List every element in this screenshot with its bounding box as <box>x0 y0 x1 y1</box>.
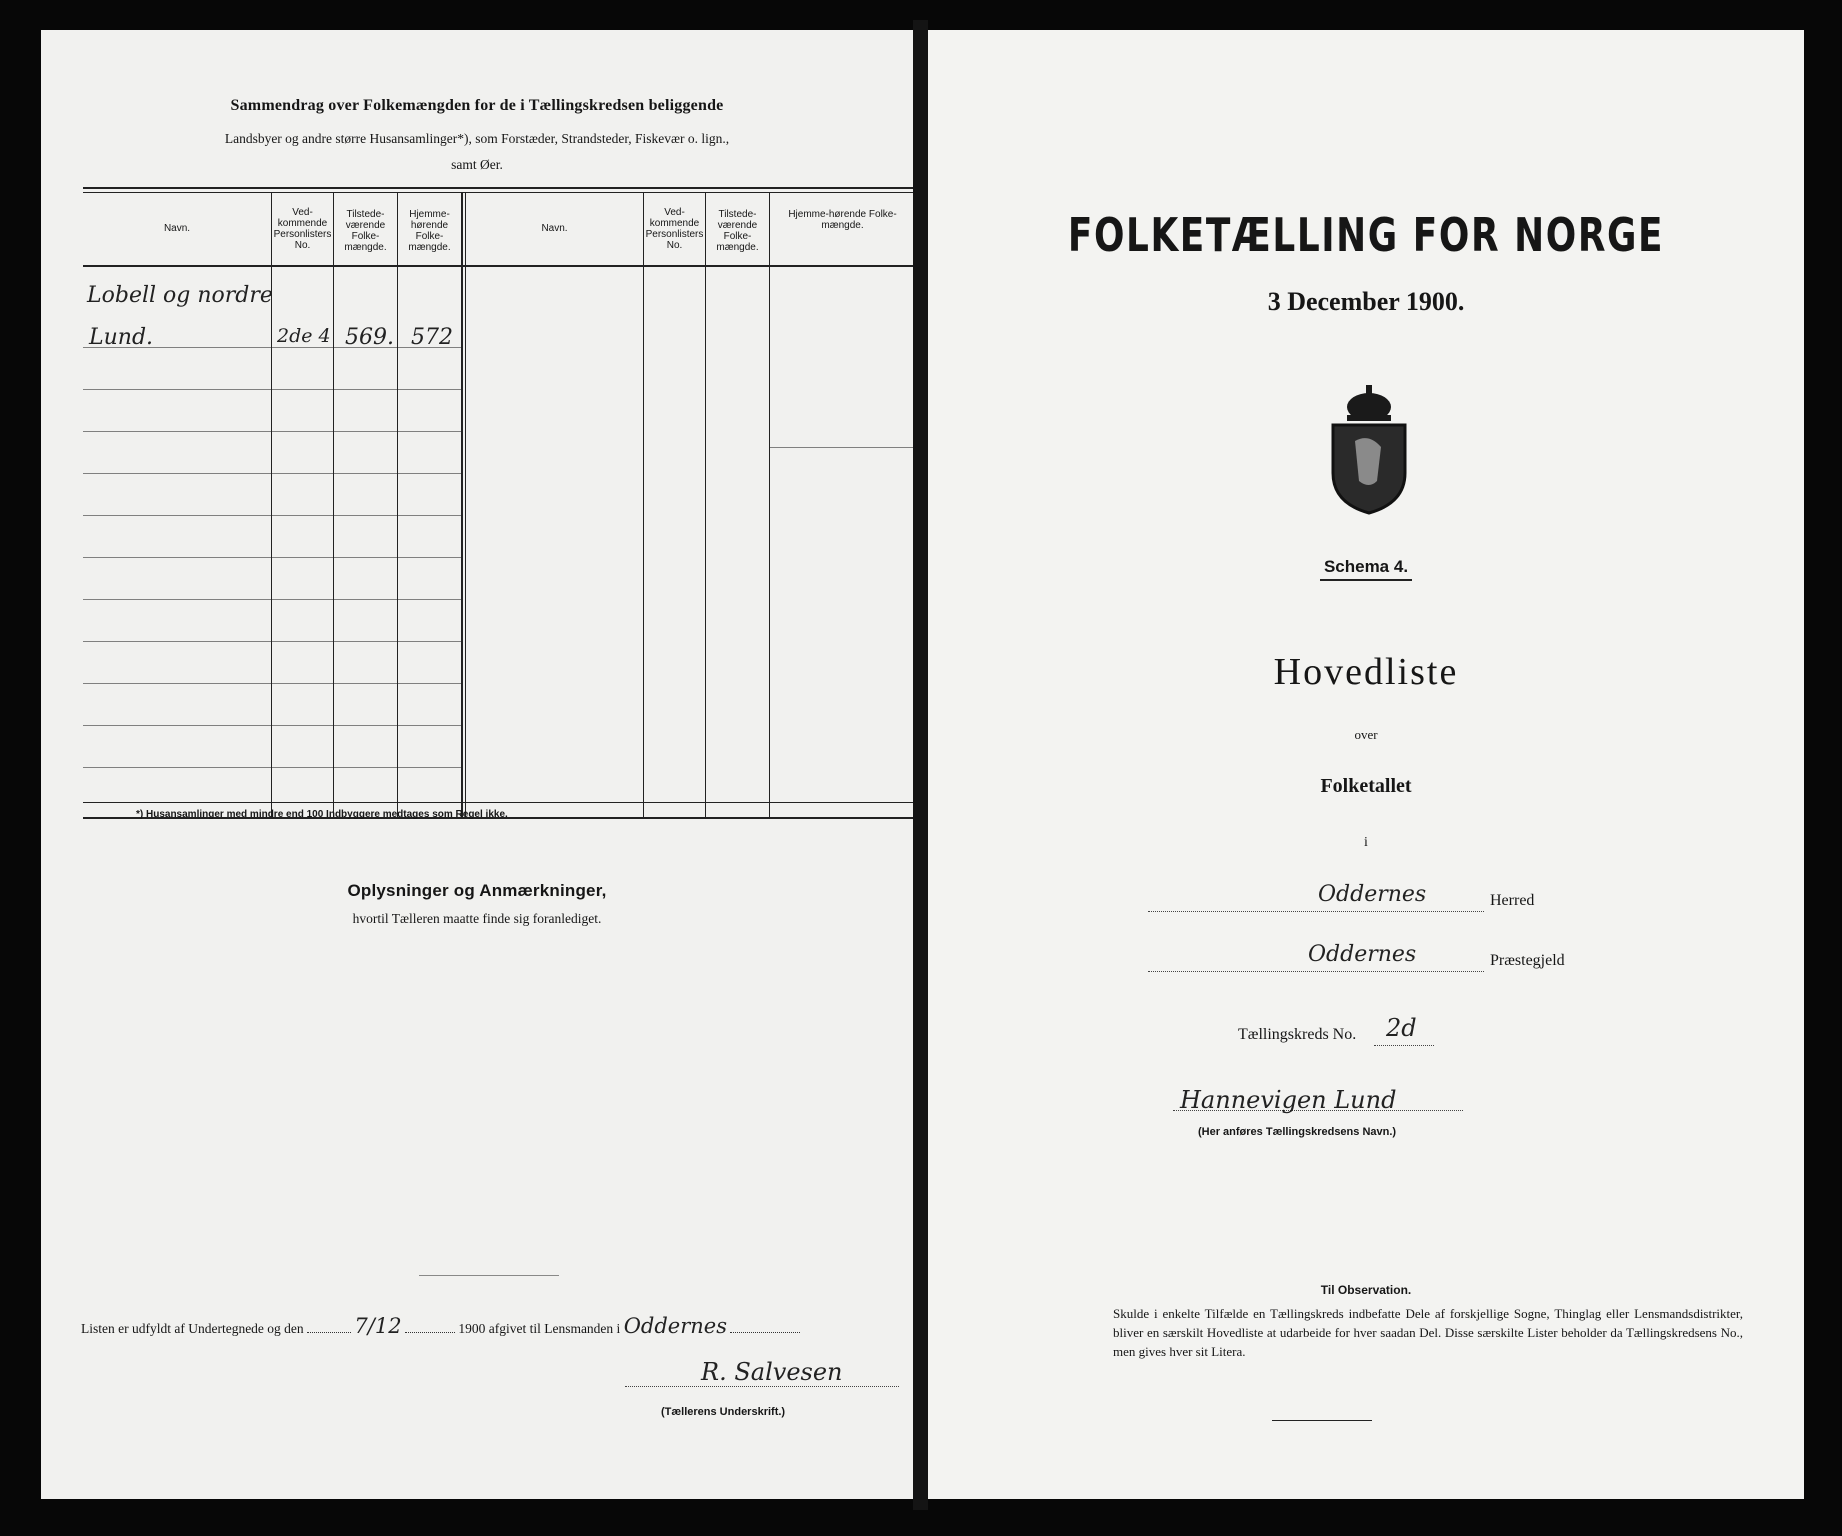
kreds-field <box>1238 1014 1804 1052</box>
entry-resident: 572 <box>411 325 453 350</box>
dotted-leader <box>1148 971 1484 972</box>
page-title: FOLKETÆLLING FOR NORGE <box>1067 208 1665 262</box>
row-rule <box>83 557 461 558</box>
col-header-list-no: Ved-kommende Personlisters No. <box>273 207 332 251</box>
observation-text: Skulde i enkelte Tilfælde en Tællingskreds indbefatte Dele af forskjellige Sogne, Thinglag eller Lensmandsdistrikter, bliver en særskilt Hovedliste at udarbeide for hver saadan Del. Disse særskilte Lister beholder da Tællingskredsens No., men gives hver sit Litera. <box>1113 1306 1743 1359</box>
herred-label: Herred <box>1490 892 1535 909</box>
observation-title: Til Observation. <box>1320 1283 1412 1297</box>
stray-rule <box>419 1275 559 1276</box>
row-rule <box>83 515 461 516</box>
col-line <box>705 192 706 817</box>
entry-present: 569. <box>345 325 394 350</box>
col-line <box>333 192 334 817</box>
schema-label <box>928 557 1804 577</box>
col-header-present-2: Tilstede-værende Folke-mængde. <box>716 209 759 253</box>
right-page <box>928 30 1804 1499</box>
summary-subheading: Landsbyer og andre større Husansamlinger*), som Forstæder, Strandsteder, Fiskevær o. lign., <box>224 131 730 146</box>
row-rule <box>769 447 913 448</box>
main-heading: Hovedliste <box>1273 651 1459 693</box>
entry-name-line1: Lobell og nordre <box>87 283 273 308</box>
table-rule <box>83 187 913 189</box>
coat-of-arms-icon <box>1323 385 1415 515</box>
col-line <box>465 192 466 817</box>
entry-name-line2: Lund. <box>89 325 154 350</box>
prestegjeld-value: Oddernes <box>1308 942 1417 967</box>
summary-heading: Sammendrag over Folkemængden for de i Tællingskredsen beliggende <box>230 97 724 114</box>
signature: R. Salvesen <box>701 1358 843 1386</box>
dotted-leader <box>730 1318 800 1333</box>
col-line <box>769 192 770 817</box>
col-line <box>397 192 398 817</box>
schema-text: Schema 4. <box>1320 557 1412 581</box>
kreds-value: 2d <box>1386 1014 1417 1042</box>
table-rule <box>83 265 913 267</box>
summary-table <box>83 187 913 819</box>
left-page <box>41 30 913 1499</box>
row-rule <box>83 431 461 432</box>
end-rule <box>1272 1420 1372 1421</box>
page-spine <box>913 20 928 1510</box>
dotted-leader <box>307 1318 351 1333</box>
kreds-name-caption: (Her anføres Tællingskredsens Navn.) <box>1198 1126 1397 1138</box>
signature-dots <box>625 1386 899 1387</box>
folketallet-heading: Folketallet <box>1320 775 1412 797</box>
col-header-name: Navn. <box>163 223 191 234</box>
prestegjeld-field <box>1148 942 1748 978</box>
signoff-place: Oddernes <box>623 1314 727 1338</box>
dotted-leader <box>1374 1045 1434 1046</box>
entry-list-no: 2de 4 <box>277 325 331 347</box>
col-header-resident: Hjemme-hørende Folke-mængde. <box>408 209 451 253</box>
summary-subheading-2: samt Øer. <box>451 157 503 172</box>
row-rule <box>83 683 461 684</box>
row-rule <box>83 767 461 768</box>
dotted-leader <box>1148 911 1484 912</box>
census-date: 3 December 1900. <box>1267 287 1465 316</box>
signoff-year-text: 1900 afgivet til Lensmanden i <box>458 1321 621 1336</box>
col-line <box>461 192 463 817</box>
col-line <box>643 192 644 817</box>
remarks-subtitle: hvortil Tælleren maatte finde sig foranlediget. <box>352 911 602 926</box>
table-rule <box>83 192 913 193</box>
kreds-name-value: Hannevigen Lund <box>1180 1086 1397 1114</box>
row-rule <box>83 725 461 726</box>
herred-value: Oddernes <box>1318 882 1427 907</box>
signoff-line <box>81 1314 901 1338</box>
row-rule <box>83 389 461 390</box>
dotted-leader <box>405 1318 455 1333</box>
signature-label: (Tællerens Underskrift.) <box>661 1406 786 1418</box>
signoff-date: 7/12 <box>354 1314 402 1338</box>
col-header-name-2: Navn. <box>541 223 568 234</box>
signoff-prefix: Listen er udfyldt af Undertegnede og den <box>81 1321 304 1336</box>
row-rule <box>83 599 461 600</box>
row-rule <box>83 641 461 642</box>
over-text: over <box>1354 727 1378 742</box>
footnote-rule <box>83 802 913 803</box>
prestegjeld-label: Præstegjeld <box>1490 952 1565 969</box>
col-header-list-no-2: Ved-kommende Personlisters No. <box>645 207 704 251</box>
kreds-label: Tællingskreds No. <box>1238 1026 1357 1043</box>
row-rule <box>83 473 461 474</box>
col-header-resident-2: Hjemme-hørende Folke-mængde. <box>788 209 897 231</box>
herred-field <box>1148 882 1748 918</box>
remarks-title: Oplysninger og Anmærkninger, <box>347 881 607 900</box>
i-text: i <box>1364 835 1368 850</box>
footnote: *) Husansamlinger med mindre end 100 Indbyggere medtages som Regel ikke. <box>136 809 508 820</box>
col-header-present: Tilstede-værende Folke-mængde. <box>344 209 387 253</box>
